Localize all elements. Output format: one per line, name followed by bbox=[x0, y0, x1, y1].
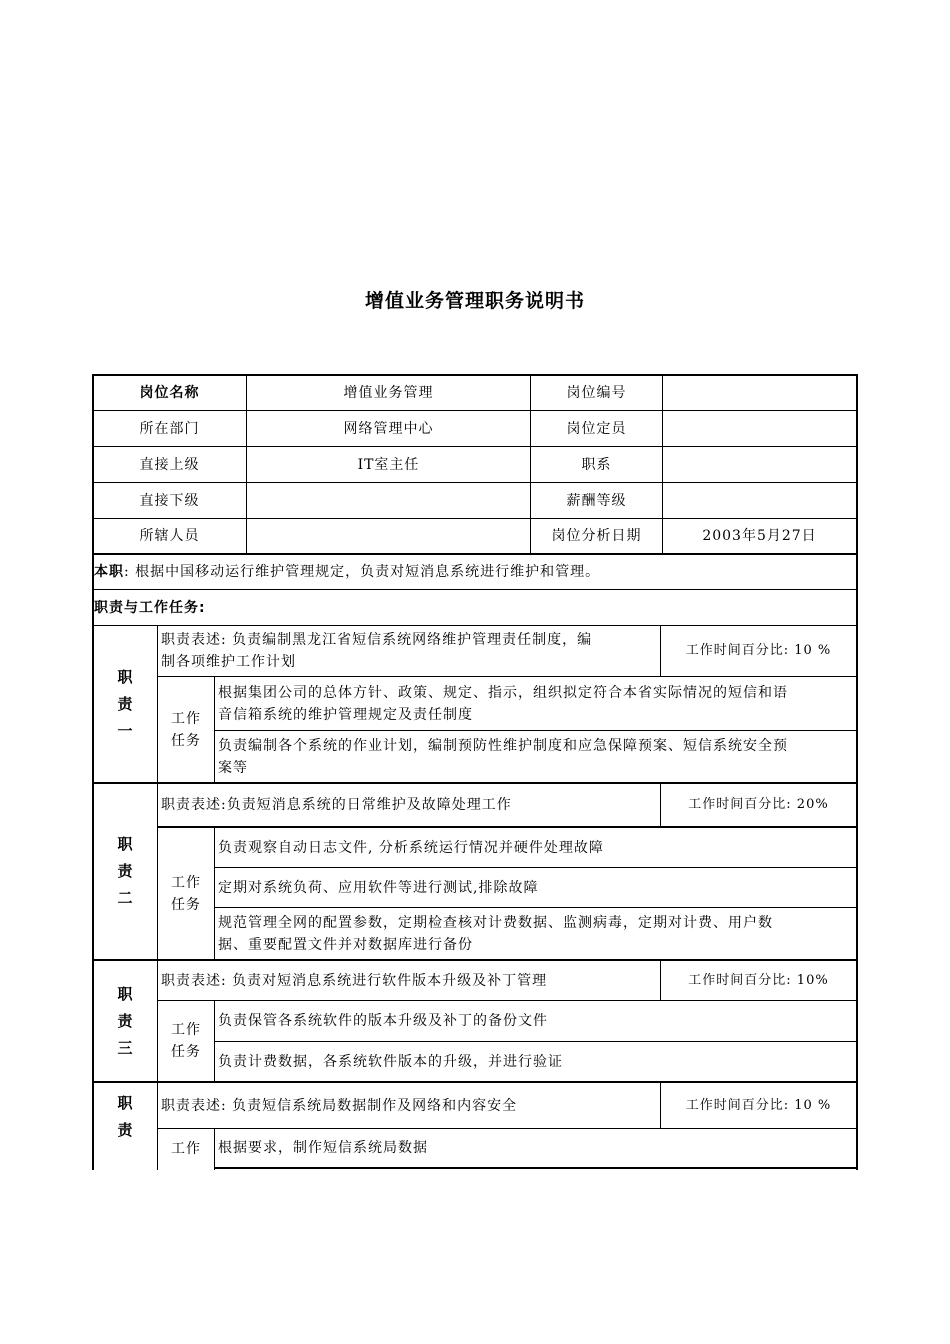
duty1-description: 职责表述: 负责编制黑龙江省短信系统网络维护管理责任制度，编 制各项维护工作计划 bbox=[161, 632, 593, 670]
label-staff: 所辖人员 bbox=[139, 528, 200, 544]
duty2-task-label: 工作 任务 bbox=[171, 874, 201, 913]
label-job-family: 职系 bbox=[581, 456, 612, 473]
main-duty-text: : 根据中国移动运行维护管理规定，负责对短消息系统进行维护和管理。 bbox=[124, 564, 601, 580]
duty3-label: 职 责 三 bbox=[117, 984, 134, 1057]
label-salary-grade: 薪酬等级 bbox=[566, 492, 627, 509]
main-duty-label: 本职 bbox=[94, 564, 124, 580]
value-headcount bbox=[663, 411, 856, 446]
duty4-description: 职责表述: 负责短信系统局数据制作及网络和内容安全 bbox=[161, 1097, 518, 1114]
main-duty-row bbox=[93, 555, 856, 589]
duty1-time-percent: 工作时间百分比: 10 % bbox=[685, 643, 832, 658]
duty3-description: 职责表述: 负责对短消息系统进行软件版本升级及补丁管理 bbox=[161, 972, 548, 989]
duty4-task-label: 工作 bbox=[171, 1141, 201, 1157]
duty2-task-3: 规范管理全网的配置参数，定期检查核对计费数据、监测病毒，定期对计费、用户数 据、重要配置文件并对数据库进行备份 bbox=[218, 914, 773, 953]
duty2-description: 职责表述:负责短消息系统的日常维护及故障处理工作 bbox=[161, 797, 512, 813]
label-post-name: 岗位名称 bbox=[139, 385, 200, 401]
duty2-time-percent: 工作时间百分比: 20% bbox=[688, 797, 829, 812]
value-direct-subordinate bbox=[247, 483, 530, 518]
duty3-task-2: 负责计费数据，各系统软件版本的升级，并进行验证 bbox=[218, 1053, 563, 1070]
value-post-name: 增值业务管理 bbox=[343, 385, 434, 401]
duty2-task-2: 定期对系统负荷、应用软件等进行测试,排除故障 bbox=[218, 879, 539, 896]
label-direct-superior: 直接上级 bbox=[139, 456, 200, 473]
value-direct-superior: IT室主任 bbox=[357, 456, 420, 473]
duty4-time-percent: 工作时间百分比: 10 % bbox=[685, 1097, 832, 1113]
label-analysis-date: 岗位分析日期 bbox=[551, 528, 642, 544]
duty3-time-percent: 工作时间百分比: 10% bbox=[688, 972, 829, 988]
label-headcount: 岗位定员 bbox=[566, 420, 627, 437]
duty3-task-label: 工作 任务 bbox=[171, 1022, 201, 1060]
label-department: 所在部门 bbox=[139, 420, 200, 437]
label-post-number: 岗位编号 bbox=[566, 385, 627, 401]
duty1-task-label: 工作 任务 bbox=[171, 710, 201, 749]
value-salary-grade bbox=[663, 483, 856, 518]
duty2-label: 职 责 二 bbox=[117, 835, 134, 907]
label-direct-subordinate: 直接下级 bbox=[139, 492, 200, 509]
duty2-task-1: 负责观察自动日志文件, 分析系统运行情况并硬件处理故障 bbox=[218, 839, 604, 856]
duty1-label: 职 责 一 bbox=[117, 667, 134, 740]
duty1-task-2: 负责编制各个系统的作业计划，编制预防性维护制度和应急保障预案、短信系统安全预 案等 bbox=[218, 737, 788, 776]
duty3-task-1: 负责保管各系统软件的版本升级及补丁的备份文件 bbox=[218, 1013, 548, 1029]
duties-heading: 职责与工作任务: bbox=[94, 599, 206, 616]
duty1-task-1: 根据集团公司的总体方针、政策、规定、指示，组织拟定符合本省实际情况的短信和语 音信箱系统的维护管理规定及责任制度 bbox=[218, 684, 788, 723]
duty4-task-1: 根据要求，制作短信系统局数据 bbox=[218, 1140, 428, 1156]
value-department: 网络管理中心 bbox=[343, 420, 434, 437]
value-analysis-date: 2003年5月27日 bbox=[702, 528, 817, 544]
duty4-label: 职 责 bbox=[117, 1094, 134, 1139]
value-post-number bbox=[663, 376, 856, 410]
value-job-family bbox=[663, 447, 856, 482]
value-staff bbox=[247, 519, 530, 553]
document-title: 增值业务管理职务说明书 bbox=[364, 290, 585, 312]
